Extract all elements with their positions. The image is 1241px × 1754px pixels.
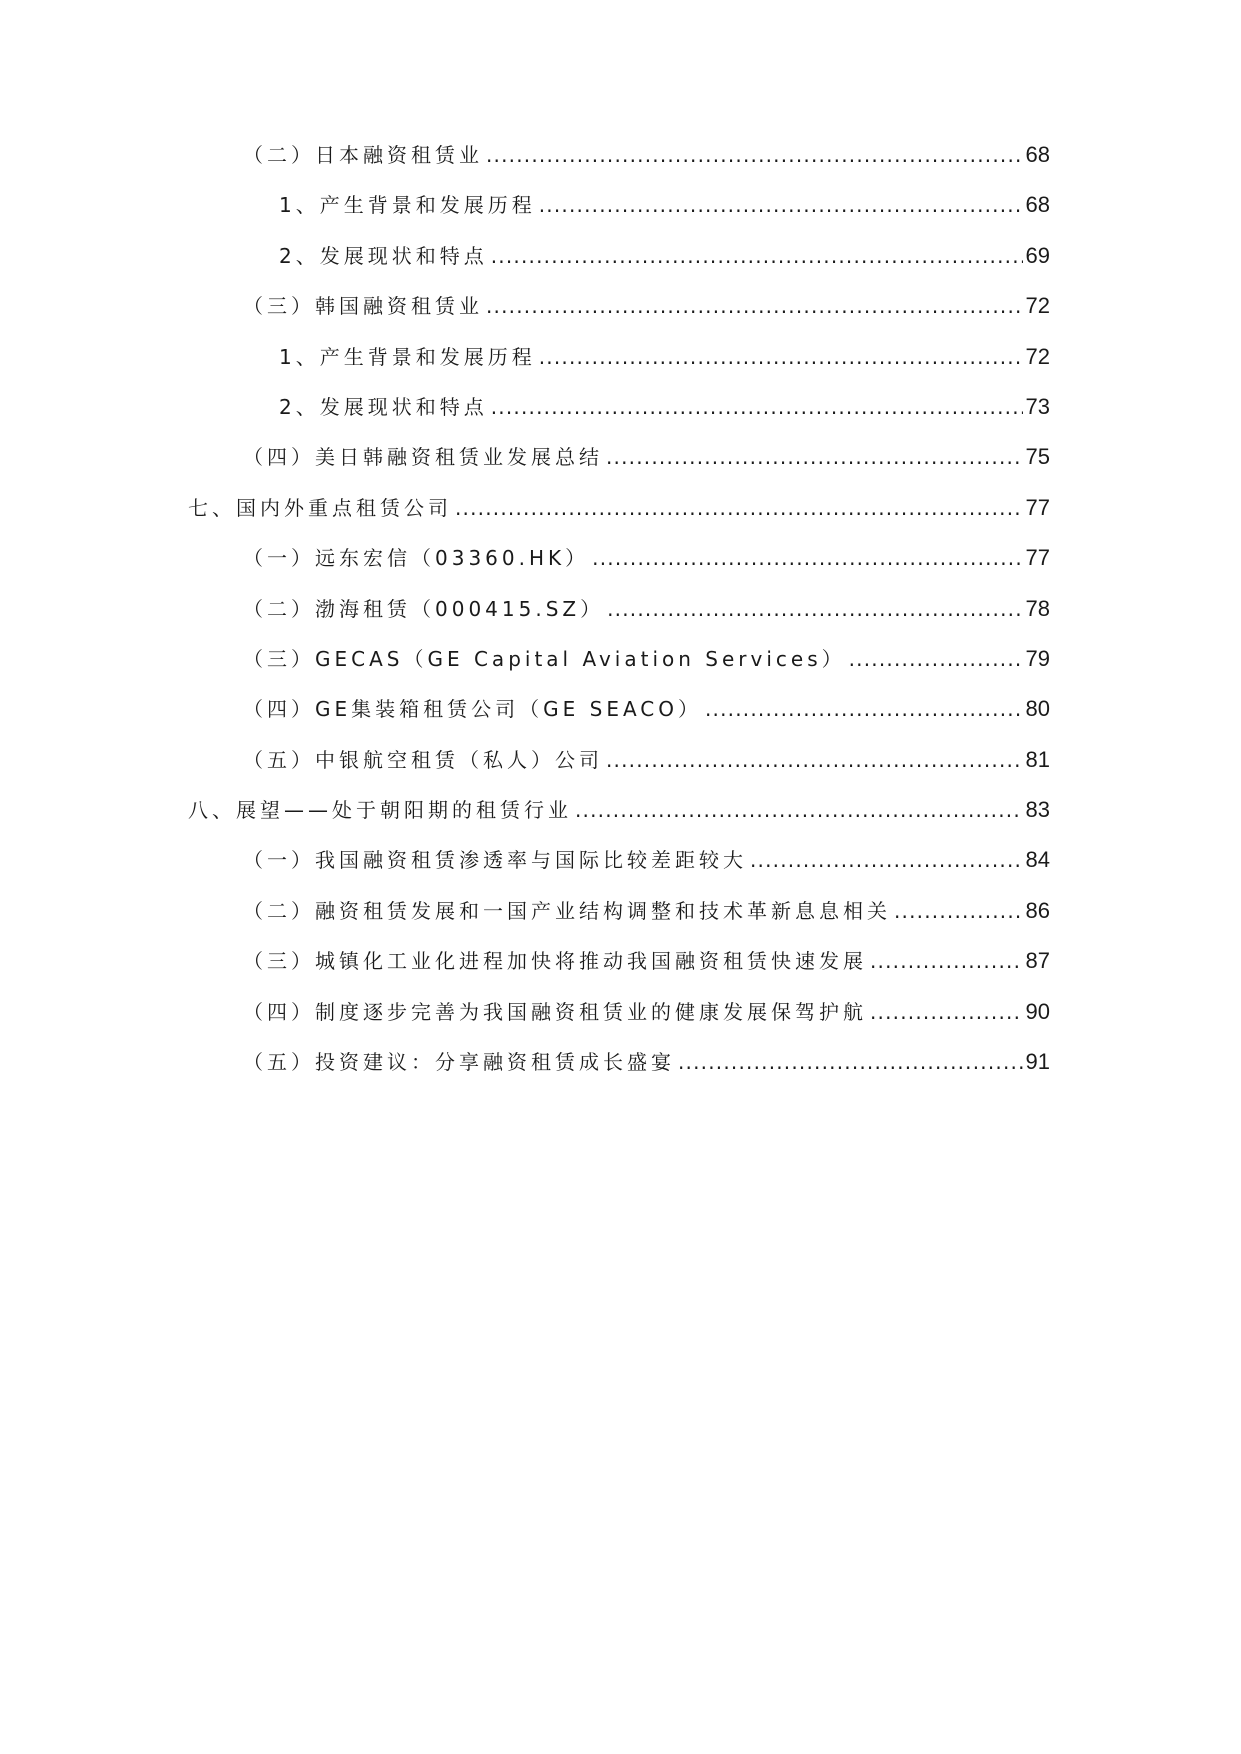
toc-dot-leader — [678, 1049, 1023, 1075]
toc-entry-page-number[interactable]: 77 — [1025, 494, 1050, 520]
toc-entry-page-number[interactable]: 68 — [1025, 192, 1050, 218]
toc-entry-line — [279, 192, 1241, 218]
toc-entry-line — [279, 243, 1241, 269]
toc-entry[interactable] — [0, 747, 1241, 797]
toc-dot-leader — [486, 142, 1023, 168]
toc-dot-leader — [592, 545, 1022, 571]
toc-entry-line — [243, 747, 1241, 773]
toc-dot-leader — [606, 747, 1023, 773]
toc-entry[interactable] — [0, 243, 1241, 293]
toc-entry-title[interactable]: 1、产生背景和发展历程 — [279, 193, 536, 218]
toc-entry-title[interactable]: （五）投资建议：分享融资租赁成长盛宴 — [243, 1050, 675, 1075]
toc-entry-page-number[interactable]: 86 — [1025, 897, 1050, 923]
toc-dot-leader — [870, 999, 1023, 1025]
toc-entry-line — [243, 1049, 1241, 1075]
toc-entry-title[interactable]: （三）韩国融资租赁业 — [243, 294, 483, 319]
toc-entry[interactable] — [0, 847, 1241, 897]
toc-entry-line — [243, 444, 1241, 470]
toc-entry-line — [243, 142, 1241, 168]
toc-entry[interactable] — [0, 999, 1241, 1049]
toc-entry-title[interactable]: （二）日本融资租赁业 — [243, 143, 483, 167]
toc-dot-leader — [870, 948, 1023, 974]
toc-dot-leader — [455, 495, 1023, 521]
toc-entry-page-number[interactable]: 77 — [1025, 545, 1050, 571]
toc-entry[interactable] — [0, 646, 1241, 696]
toc-entry-line — [188, 797, 1241, 823]
toc-entry-line — [279, 394, 1241, 420]
toc-dot-leader — [486, 293, 1023, 319]
toc-entry-title[interactable]: （四）制度逐步完善为我国融资租赁业的健康发展保驾护航 — [243, 999, 867, 1024]
toc-entry-line — [188, 495, 1241, 521]
toc-entry-title[interactable]: （一）我国融资租赁渗透率与国际比较差距较大 — [243, 848, 747, 873]
toc-entry-line — [243, 646, 1241, 672]
toc-entry-page-number[interactable]: 78 — [1025, 595, 1050, 621]
toc-entry-line — [243, 948, 1241, 974]
toc-entry[interactable] — [0, 142, 1241, 192]
toc-entry-title[interactable]: 八、展望——处于朝阳期的租赁行业 — [188, 798, 572, 823]
toc-entry-page-number[interactable]: 90 — [1025, 998, 1050, 1024]
toc-entry[interactable] — [0, 192, 1241, 242]
toc-dot-leader — [606, 444, 1023, 470]
toc-entry-page-number[interactable]: 73 — [1025, 393, 1050, 419]
toc-entry-line — [243, 847, 1241, 873]
toc-entry-page-number[interactable]: 72 — [1025, 343, 1050, 369]
toc-entry-title[interactable]: 2、发展现状和特点 — [279, 394, 488, 419]
toc-entry-title[interactable]: 1、产生背景和发展历程 — [279, 344, 536, 369]
toc-entry[interactable] — [0, 596, 1241, 646]
toc-entry-page-number[interactable]: 72 — [1025, 293, 1050, 319]
toc-entry[interactable] — [0, 1049, 1241, 1099]
toc-entry-page-number[interactable]: 84 — [1025, 847, 1050, 873]
toc-entry[interactable] — [0, 495, 1241, 545]
toc-entry-title[interactable]: （三）GECAS（GE Capital Aviation Services） — [243, 646, 846, 671]
toc-dot-leader — [539, 192, 1023, 218]
toc-dot-leader — [750, 847, 1023, 873]
toc-entry-page-number[interactable]: 68 — [1025, 142, 1050, 167]
toc-entry[interactable] — [0, 344, 1241, 394]
toc-dot-leader — [705, 696, 1023, 722]
toc-entry-line — [243, 999, 1241, 1025]
toc-entry-page-number[interactable]: 81 — [1025, 746, 1050, 772]
toc-entry-line — [243, 898, 1241, 924]
toc-entry-line — [243, 596, 1241, 622]
toc-entry-page-number[interactable]: 80 — [1025, 696, 1050, 722]
toc-entry-title[interactable]: （二）渤海租赁（000415.SZ） — [243, 596, 605, 621]
toc-entry-title[interactable]: （五）中银航空租赁（私人）公司 — [243, 747, 603, 772]
toc-entry[interactable] — [0, 545, 1241, 595]
toc-entry[interactable] — [0, 797, 1241, 847]
toc-entry-title[interactable]: 2、发展现状和特点 — [279, 243, 488, 268]
toc-dot-leader — [575, 797, 1023, 823]
toc-dot-leader — [491, 243, 1023, 269]
toc-dot-leader — [607, 596, 1022, 622]
toc-entry[interactable] — [0, 898, 1241, 948]
toc-entry-title[interactable]: （一）远东宏信（03360.HK） — [243, 546, 590, 571]
toc-entry-title[interactable]: （四）美日韩融资租赁业发展总结 — [243, 445, 603, 470]
toc-entry[interactable] — [0, 948, 1241, 998]
toc-dot-leader — [539, 344, 1023, 370]
toc-entry-title[interactable]: 七、国内外重点租赁公司 — [188, 495, 452, 520]
toc-entry-page-number[interactable]: 91 — [1025, 1049, 1050, 1075]
toc-entry[interactable] — [0, 696, 1241, 746]
toc-dot-leader — [849, 646, 1023, 672]
toc-dot-leader — [491, 394, 1023, 420]
toc-entry-line — [243, 545, 1241, 571]
toc-entry[interactable] — [0, 444, 1241, 494]
table-of-contents — [0, 142, 1241, 1099]
toc-dot-leader — [894, 898, 1023, 924]
toc-entry-page-number[interactable]: 87 — [1025, 948, 1050, 974]
toc-entry-line — [279, 344, 1241, 370]
toc-entry-page-number[interactable]: 69 — [1025, 242, 1050, 268]
toc-entry-title[interactable]: （三）城镇化工业化进程加快将推动我国融资租赁快速发展 — [243, 949, 867, 974]
toc-entry-page-number[interactable]: 83 — [1025, 797, 1050, 823]
toc-entry-line — [243, 293, 1241, 319]
toc-entry-line — [243, 696, 1241, 722]
toc-entry[interactable] — [0, 293, 1241, 343]
toc-entry-title[interactable]: （四）GE集装箱租赁公司（GE SEACO） — [243, 697, 702, 722]
toc-entry-title[interactable]: （二）融资租赁发展和一国产业结构调整和技术革新息息相关 — [243, 898, 891, 923]
toc-entry-page-number[interactable]: 75 — [1025, 444, 1050, 470]
toc-entry-page-number[interactable]: 79 — [1025, 645, 1050, 671]
toc-entry[interactable] — [0, 394, 1241, 444]
